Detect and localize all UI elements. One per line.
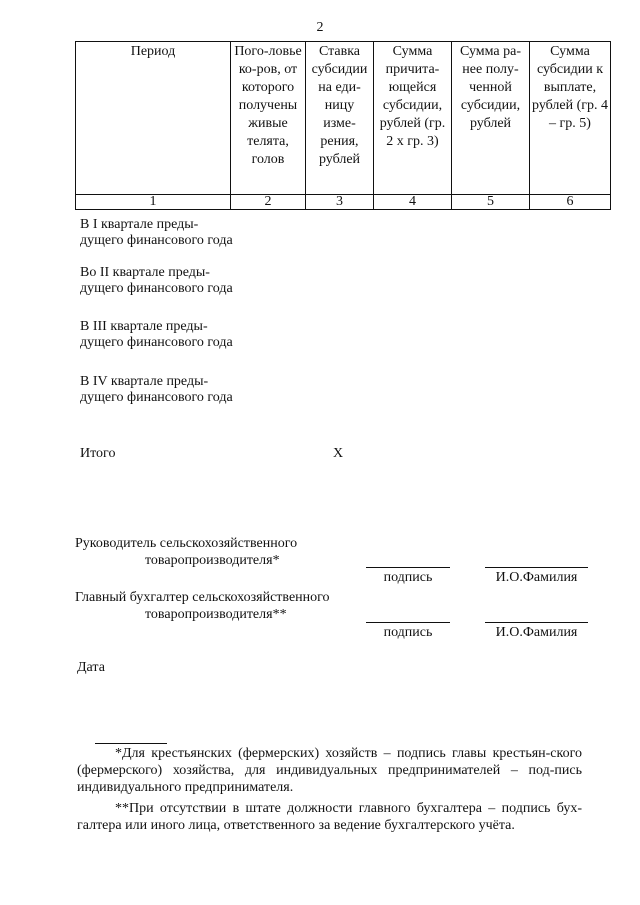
column-number: 3 — [306, 195, 374, 210]
subsidy-table — [75, 41, 611, 210]
date-label: Дата — [77, 660, 105, 675]
footnote-1: *Для крестьянских (фермерских) хозяйств – подпись главы крестьян-ского (фермерского) хозяйства, для индивидуальных предпринимателей – под-пись индивидуального предпринимателя. — [77, 746, 582, 795]
column-number: 6 — [530, 195, 611, 210]
total-mark: Х — [333, 446, 344, 461]
name-line — [485, 567, 588, 568]
header-subsidy-received: Сумма ра-нее полу-ченной субсидии, рублей — [452, 42, 530, 195]
column-number: 1 — [76, 195, 231, 210]
row-label-q1: В I квартале преды-дущего финансового года — [80, 217, 233, 248]
header-period: Период — [76, 42, 231, 195]
signature-caption: подпись — [383, 570, 433, 585]
table-header-row — [76, 42, 611, 195]
signature-role-accountant — [75, 589, 330, 623]
header-subsidy-payable: Сумма субсидии к выплате, рублей (гр. 4 – гр. 5) — [530, 42, 611, 195]
signature-role-line: Руководитель сельскохозяйственного — [75, 536, 298, 551]
footnote-separator — [95, 743, 167, 744]
row-label-q2: Во II квартале преды-дущего финансового года — [80, 265, 233, 296]
header-cow-count: Пого-ловье ко-ров, от которого получены живые телята, голов — [231, 42, 306, 195]
signature-caption: подпись — [383, 625, 433, 640]
column-number: 5 — [452, 195, 530, 210]
table-column-number-row — [76, 195, 611, 210]
signature-role-line: товаропроизводителя* — [145, 553, 280, 568]
column-number: 2 — [231, 195, 306, 210]
header-subsidy-rate: Ставка субсидии на еди-ницу изме-рения, рублей — [306, 42, 374, 195]
signature-line — [366, 567, 450, 568]
signature-role-head — [75, 535, 297, 569]
row-label-q3: В III квартале преды-дущего финансового года — [80, 319, 233, 350]
name-line — [485, 622, 588, 623]
name-caption: И.О.Фамилия — [495, 570, 578, 585]
signature-line — [366, 622, 450, 623]
name-caption: И.О.Фамилия — [495, 625, 578, 640]
row-label-q4: В IV квартале преды-дущего финансового года — [80, 374, 233, 405]
signature-role-line: Главный бухгалтер сельскохозяйственного — [75, 590, 330, 605]
column-number: 4 — [374, 195, 452, 210]
footnote-2: **При отсутствии в штате должности главного бухгалтера – подпись бух-галтера или иного лица, ответственного за ведение бухгалтерского учёта. — [77, 801, 582, 833]
header-subsidy-due: Сумма причита-ющейся субсидии, рублей (гр. 2 x гр. 3) — [374, 42, 452, 195]
page-number: 2 — [316, 20, 324, 35]
total-label: Итого — [80, 446, 116, 461]
signature-role-line: товаропроизводителя** — [145, 607, 287, 622]
